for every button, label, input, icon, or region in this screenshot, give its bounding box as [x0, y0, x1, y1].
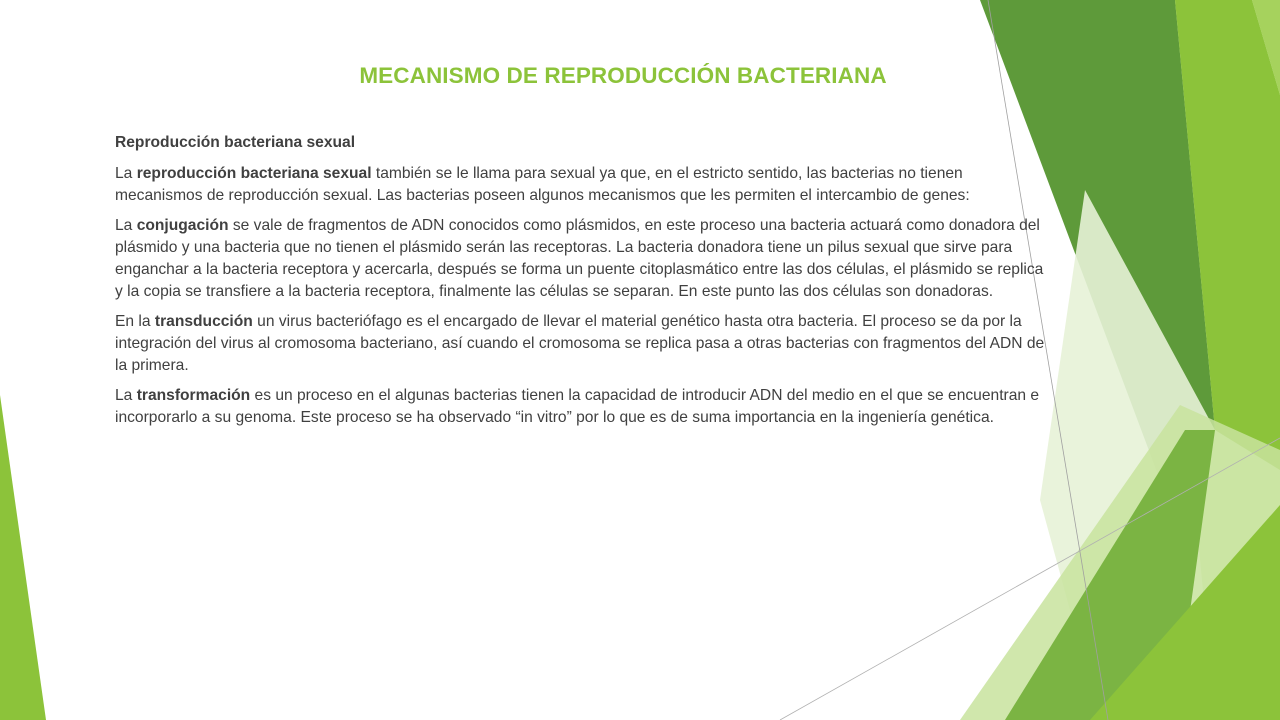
- section-subtitle: Reproducción bacteriana sexual: [115, 134, 356, 151]
- slide-body: [115, 132, 1050, 437]
- paragraph-body: un virus bacteriófago es el encargado de llevar el material genético hasta otra bacteria. El proceso se da por la integración del virus al cromosoma bacteriano, así cuando el cromosoma se replica pasa a otras bacterias con fragmentos del ADN de la primera.: [115, 313, 1045, 374]
- left-accent-shape: [0, 395, 46, 720]
- paragraph-lead: La: [115, 217, 137, 234]
- term-transformacion: transformación: [136, 387, 251, 404]
- paragraph-transformacion: [115, 385, 1050, 429]
- paragraph-lead: En la: [115, 313, 155, 330]
- paragraph-lead: La: [115, 387, 137, 404]
- paragraph-conjugacion: [115, 215, 1050, 303]
- paragraph-body: se vale de fragmentos de ADN conocidos como plásmidos, en este proceso una bacteria actuará como donadora del plásmido y una bacteria que no tienen el plásmido serán las receptoras. La bacteria donadora tiene un pilus sexual que sirve para enganchar a la bacteria receptora y acercarla, después se forma un puente citoplasmático entre las dos células, el plásmido se replica y la copia se transfiere a la bacteria receptora, finalmente las células se separan. En este punto las dos células son donadoras.: [115, 217, 1044, 300]
- term-transduccion: transducción: [154, 313, 253, 330]
- paragraph-body: también se le llama para sexual ya que, en el estricto sentido, las bacterias no tienen mecanismos de reproducción sexual. Las bacterias poseen algunos mecanismos que les permiten el intercambio de genes:: [115, 165, 970, 204]
- term-conjugacion: conjugación: [136, 217, 229, 234]
- slide-title: MECANISMO DE REPRODUCCIÓN BACTERIANA: [359, 63, 887, 88]
- paragraph-lead: La: [115, 165, 137, 182]
- paragraph-transduccion: [115, 311, 1050, 377]
- paragraph-reproduccion: [115, 163, 1050, 207]
- paragraph-body: es un proceso en el algunas bacterias tienen la capacidad de introducir ADN del medio en el que se encuentran e incorporarlo a su genoma. Este proceso se ha observado “in vitro” por lo que es de suma importancia en la ingeniería genética.: [115, 387, 1040, 426]
- term-reproduccion-sexual: reproducción bacteriana sexual: [136, 165, 372, 182]
